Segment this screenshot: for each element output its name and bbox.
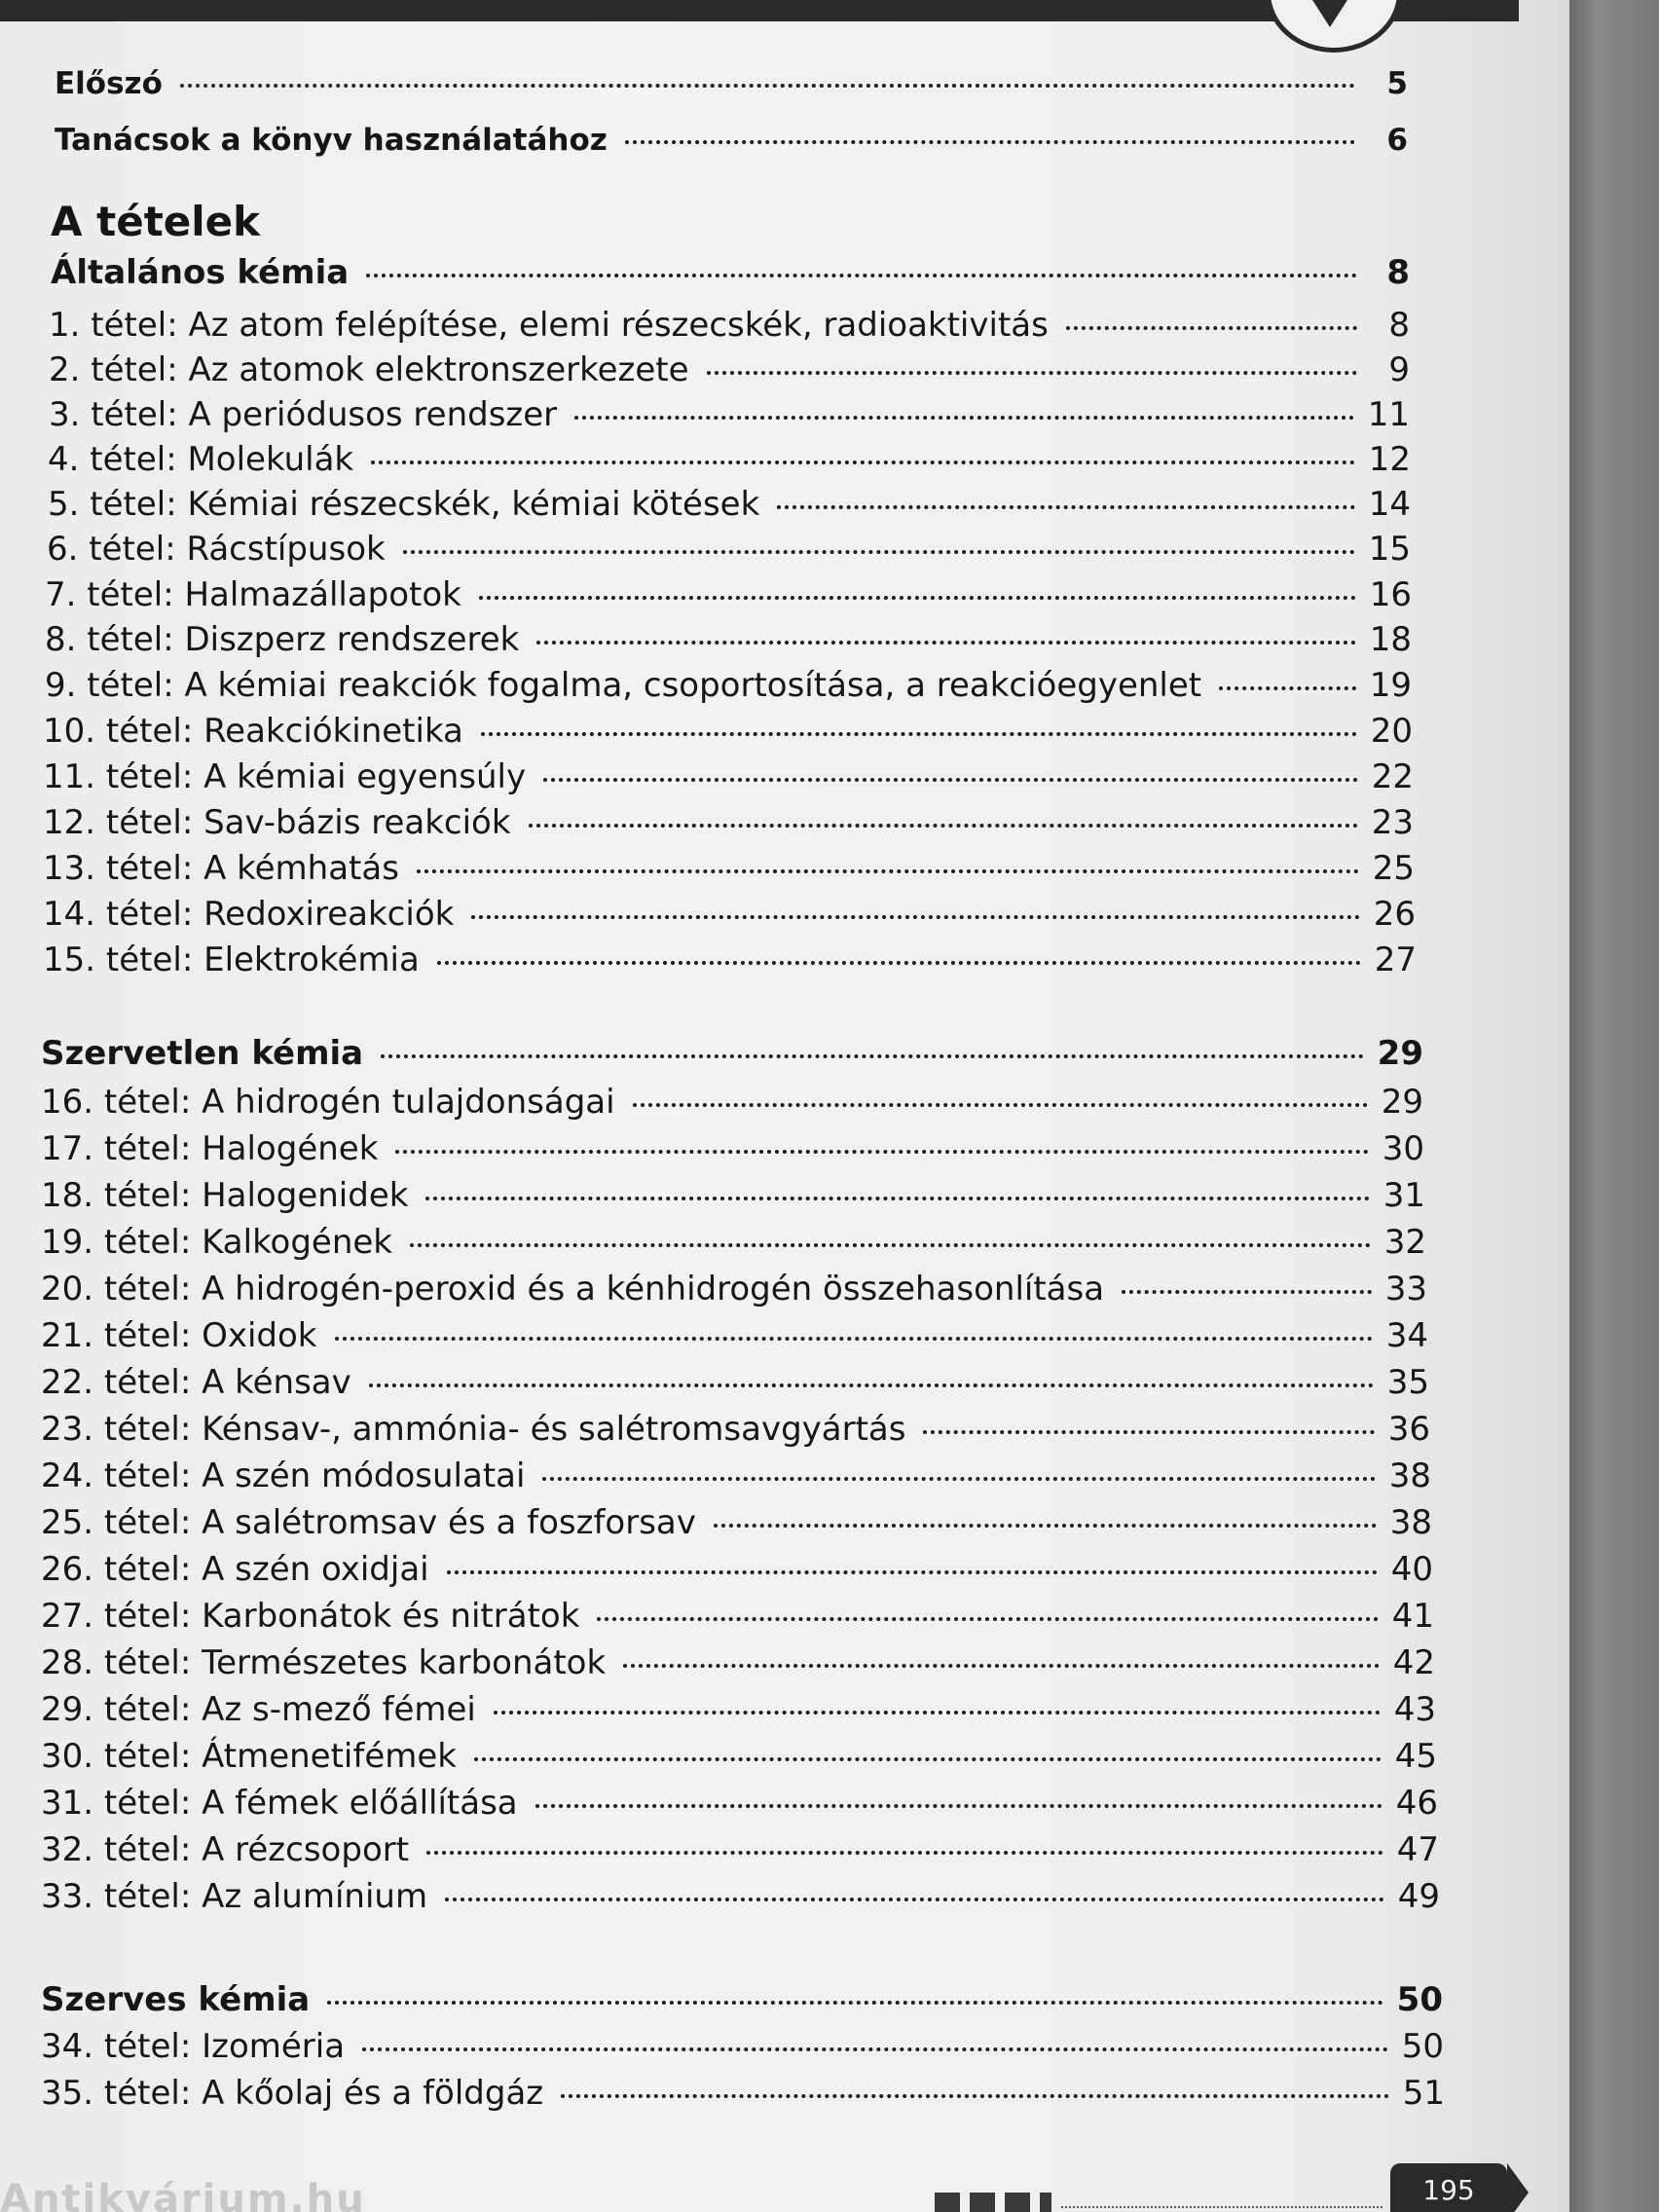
dot-leader <box>535 1804 1382 1808</box>
dot-leader <box>474 1757 1382 1761</box>
toc-entry[interactable] <box>49 349 1410 391</box>
toc-entry-page: 50 <box>1401 2027 1444 2066</box>
dot-leader <box>529 824 1358 828</box>
adjacent-page-edge <box>1558 0 1659 2212</box>
toc-entry-page: 16 <box>1369 575 1412 614</box>
dot-leader <box>381 1054 1364 1058</box>
toc-entry[interactable] <box>41 1408 1430 1451</box>
page-tab-arrow <box>1507 2163 1529 2212</box>
toc-entry[interactable] <box>49 304 1410 347</box>
toc-entry-page: 6 <box>1386 123 1408 158</box>
dot-leader <box>371 461 1355 464</box>
dot-leader <box>395 1150 1368 1154</box>
toc-entry-title: Előszó <box>55 66 163 101</box>
toc-entry-title: 4. tétel: Molekulák <box>48 440 354 479</box>
dot-leader <box>1066 326 1357 330</box>
toc-entry-title: Tanácsok a könyv használatához <box>55 123 608 158</box>
dot-leader <box>426 1851 1383 1855</box>
section-heading-szerves[interactable] <box>41 1978 1443 2021</box>
toc-entry-page: 18 <box>1369 620 1412 659</box>
toc-entry[interactable] <box>41 1081 1423 1124</box>
toc-entry[interactable] <box>41 1641 1435 1684</box>
dot-leader <box>471 915 1359 919</box>
toc-entry-page: 51 <box>1402 2074 1445 2113</box>
toc-entry[interactable] <box>41 1595 1434 1638</box>
toc-entry-title: 9. tétel: A kémiai reakciók fogalma, csoportosítása, a reakcióegyenlet <box>45 666 1202 705</box>
toc-entry-page: 29 <box>1381 1083 1423 1122</box>
toc-entry-page: 15 <box>1368 530 1411 569</box>
dot-leader <box>479 596 1356 600</box>
dot-leader <box>447 1570 1378 1574</box>
dot-leader <box>481 732 1357 736</box>
toc-entry-title: 21. tétel: Oxidok <box>41 1316 317 1355</box>
dot-leader <box>543 778 1358 782</box>
toc-entry-title: 16. tétel: A hidrogén tulajdonságai <box>41 1083 615 1122</box>
dot-leader <box>1219 686 1356 690</box>
toc-entry[interactable] <box>43 939 1417 981</box>
dot-leader <box>403 550 1355 554</box>
toc-entry-title: 2. tétel: Az atomok elektronszerkezete <box>49 350 689 389</box>
toc-entry-page: 49 <box>1397 1877 1440 1916</box>
toc-entry-page: 30 <box>1382 1129 1424 1168</box>
toc-entry-title: 32. tétel: A rézcsoport <box>41 1830 410 1869</box>
toc-entry[interactable] <box>41 1688 1436 1731</box>
toc-entry[interactable] <box>43 893 1416 936</box>
toc-entry-title: 22. tétel: A kénsav <box>41 1363 351 1402</box>
toc-entry-title: 35. tétel: A kőolaj és a földgáz <box>41 2074 544 2113</box>
toc-entry-page: 9 <box>1388 350 1410 389</box>
toc-entry-page: 19 <box>1369 666 1412 705</box>
toc-entry-title: 10. tétel: Reakciókinetika <box>43 712 463 751</box>
toc-entry[interactable] <box>41 1548 1433 1591</box>
toc-entry[interactable] <box>43 847 1415 890</box>
toc-entry[interactable] <box>41 1782 1438 1825</box>
toc-entry[interactable] <box>45 618 1412 661</box>
toc-entry[interactable] <box>41 1221 1426 1264</box>
toc-entry-title: 3. tétel: A periódusos rendszer <box>49 395 558 434</box>
toc-entry-page: 23 <box>1371 803 1414 842</box>
toc-entry[interactable] <box>41 1501 1432 1544</box>
toc-entry-title: 11. tétel: A kémiai egyensúly <box>43 757 527 796</box>
toc-entry-title: 25. tétel: A salétromsav és a foszforsav <box>41 1503 696 1542</box>
dot-leader <box>542 1477 1375 1481</box>
toc-entry-title: 20. tétel: A hidrogén-peroxid és a kénhidrogén összehasonlítása <box>41 1270 1105 1309</box>
dot-leader <box>425 1197 1369 1200</box>
toc-entry[interactable] <box>43 710 1413 753</box>
toc-entry[interactable] <box>43 756 1414 798</box>
toc-entry-page: 36 <box>1387 1410 1430 1449</box>
toc-entry[interactable] <box>41 2025 1444 2068</box>
page-number: 195 <box>1390 2163 1507 2212</box>
dot-leader <box>777 505 1354 509</box>
toc-entry[interactable] <box>41 2072 1445 2115</box>
toc-entry[interactable] <box>41 1268 1427 1310</box>
dot-leader <box>707 371 1357 375</box>
toc-entry-page: 27 <box>1374 940 1417 979</box>
toc-entry-title: 15. tétel: Elektrokémia <box>43 940 420 979</box>
toc-entry[interactable] <box>41 1361 1429 1404</box>
toc-entry-eloszo[interactable] <box>55 62 1408 105</box>
toc-entry-title: 6. tétel: Rácstípusok <box>47 530 386 569</box>
toc-entry-title: 29. tétel: Az s-mező fémei <box>41 1690 476 1729</box>
toc-entry-page: 32 <box>1383 1223 1426 1262</box>
toc-entry-page: 31 <box>1382 1176 1425 1215</box>
toc-entry-title: 26. tétel: A szén oxidjai <box>41 1550 429 1589</box>
toc-entry[interactable] <box>41 1314 1428 1357</box>
dot-leader <box>417 869 1359 873</box>
toc-entry[interactable] <box>45 664 1412 707</box>
toc-entry-page: 46 <box>1395 1784 1438 1823</box>
toc-entry-page: 47 <box>1396 1830 1439 1869</box>
toc-entry-page: 25 <box>1372 849 1415 888</box>
toc-entry[interactable] <box>41 1735 1437 1778</box>
toc-entry-title: 33. tétel: Az alumínium <box>41 1877 428 1916</box>
toc-entry-page: 34 <box>1385 1316 1428 1355</box>
toc-entry-title: 1. tétel: Az atom felépítése, elemi részecskék, radioaktivitás <box>49 306 1049 345</box>
toc-entry-title: 5. tétel: Kémiai részecskék, kémiai kötések <box>48 485 760 524</box>
toc-entry-page: 26 <box>1373 895 1416 934</box>
dot-leader <box>561 2094 1389 2098</box>
toc-entry-title: 30. tétel: Átmenetifémek <box>41 1737 457 1776</box>
toc-entry[interactable] <box>41 1455 1431 1497</box>
dot-leader <box>1122 1290 1372 1294</box>
dot-leader <box>180 84 1355 88</box>
toc-entry-title: 8. tétel: Diszperz rendszerek <box>45 620 520 659</box>
toc-entry-title: 27. tétel: Karbonátok és nitrátok <box>41 1597 580 1636</box>
toc-entry-page: 45 <box>1394 1737 1437 1776</box>
dot-leader <box>623 1664 1380 1668</box>
toc-entry-page: 35 <box>1386 1363 1429 1402</box>
toc-entry-page: 38 <box>1388 1456 1431 1495</box>
dot-leader <box>445 1898 1384 1901</box>
toc-entry[interactable] <box>47 528 1411 571</box>
toc-entry[interactable] <box>41 1828 1439 1871</box>
toc-entry-page: 20 <box>1370 712 1413 751</box>
toc-entry[interactable] <box>48 483 1411 526</box>
toc-entry-tanacsok[interactable] <box>55 119 1408 162</box>
dot-leader <box>494 1711 1381 1714</box>
toc-entry-page: 33 <box>1384 1270 1427 1309</box>
toc-entry-title: 28. tétel: Természetes karbonátok <box>41 1643 607 1682</box>
footer-decoration <box>935 2193 1051 2212</box>
toc-entry-title: 18. tétel: Halogenidek <box>41 1176 409 1215</box>
section-title: Szervetlen kémia <box>41 1034 364 1073</box>
toc-entry-page: 8 <box>1388 306 1410 345</box>
toc-entry[interactable] <box>41 1174 1425 1217</box>
section-title: Általános kémia <box>51 253 350 292</box>
toc-entry-title: 17. tétel: Halogének <box>41 1129 379 1168</box>
toc-entry-title: 31. tétel: A fémek előállítása <box>41 1784 518 1823</box>
toc-entry-title: 14. tétel: Redoxireakciók <box>43 895 455 934</box>
dot-leader <box>335 1337 1373 1341</box>
dot-leader <box>362 2047 1388 2051</box>
dot-leader <box>366 274 1357 277</box>
toc-entry-title: 34. tétel: Izoméria <box>41 2027 346 2066</box>
toc-entry[interactable] <box>48 438 1411 481</box>
toc-entry-page: 12 <box>1368 440 1411 479</box>
section-title: Szerves kémia <box>41 1980 311 2019</box>
toc-entry-page: 40 <box>1390 1550 1433 1589</box>
section-page: 50 <box>1396 1980 1443 2019</box>
dot-leader <box>327 2001 1382 2005</box>
toc-entry-page: 14 <box>1368 485 1411 524</box>
section-heading-szervetlen[interactable] <box>41 1032 1423 1075</box>
toc-entry-page: 43 <box>1393 1690 1436 1729</box>
dot-leader <box>536 641 1355 645</box>
toc-entry[interactable] <box>43 801 1414 844</box>
dot-leader <box>625 140 1355 144</box>
dot-leader <box>369 1383 1374 1387</box>
watermark: Antikvárium.hu <box>0 2177 366 2212</box>
toc-entry-title: 7. tétel: Halmazállapotok <box>45 575 461 614</box>
toc-entry-page: 5 <box>1386 66 1408 101</box>
footer-rule <box>1061 2206 1382 2208</box>
dot-leader <box>923 1430 1374 1434</box>
toc-entry-page: 11 <box>1367 395 1410 434</box>
toc-entry-page: 38 <box>1389 1503 1432 1542</box>
toc-entry[interactable] <box>41 1875 1440 1918</box>
dot-leader <box>633 1103 1368 1107</box>
section-page: 29 <box>1377 1034 1423 1073</box>
section-page: 8 <box>1386 253 1410 292</box>
toc-entry-title: 13. tétel: A kémhatás <box>43 849 399 888</box>
toc-entry-title: 12. tétel: Sav-bázis reakciók <box>43 803 511 842</box>
section-heading-altalanos[interactable] <box>51 251 1410 294</box>
dot-leader <box>574 416 1354 420</box>
toc-entry-title: 24. tétel: A szén módosulatai <box>41 1456 526 1495</box>
toc-entry-title: 23. tétel: Kénsav-, ammónia- és salétromsavgyártás <box>41 1410 906 1449</box>
dot-leader <box>714 1524 1377 1528</box>
dot-leader <box>437 961 1361 965</box>
toc-entry[interactable] <box>49 393 1410 436</box>
toc-entry-page: 22 <box>1371 757 1414 796</box>
toc-entry[interactable] <box>41 1127 1424 1170</box>
toc-entry[interactable] <box>45 573 1412 616</box>
part-heading: A tételek <box>51 198 261 245</box>
toc-entry-title: 19. tétel: Kalkogének <box>41 1223 393 1262</box>
dot-leader <box>597 1617 1378 1621</box>
dot-leader <box>410 1243 1371 1247</box>
toc-entry-page: 41 <box>1391 1597 1434 1636</box>
toc-entry-page: 42 <box>1392 1643 1435 1682</box>
